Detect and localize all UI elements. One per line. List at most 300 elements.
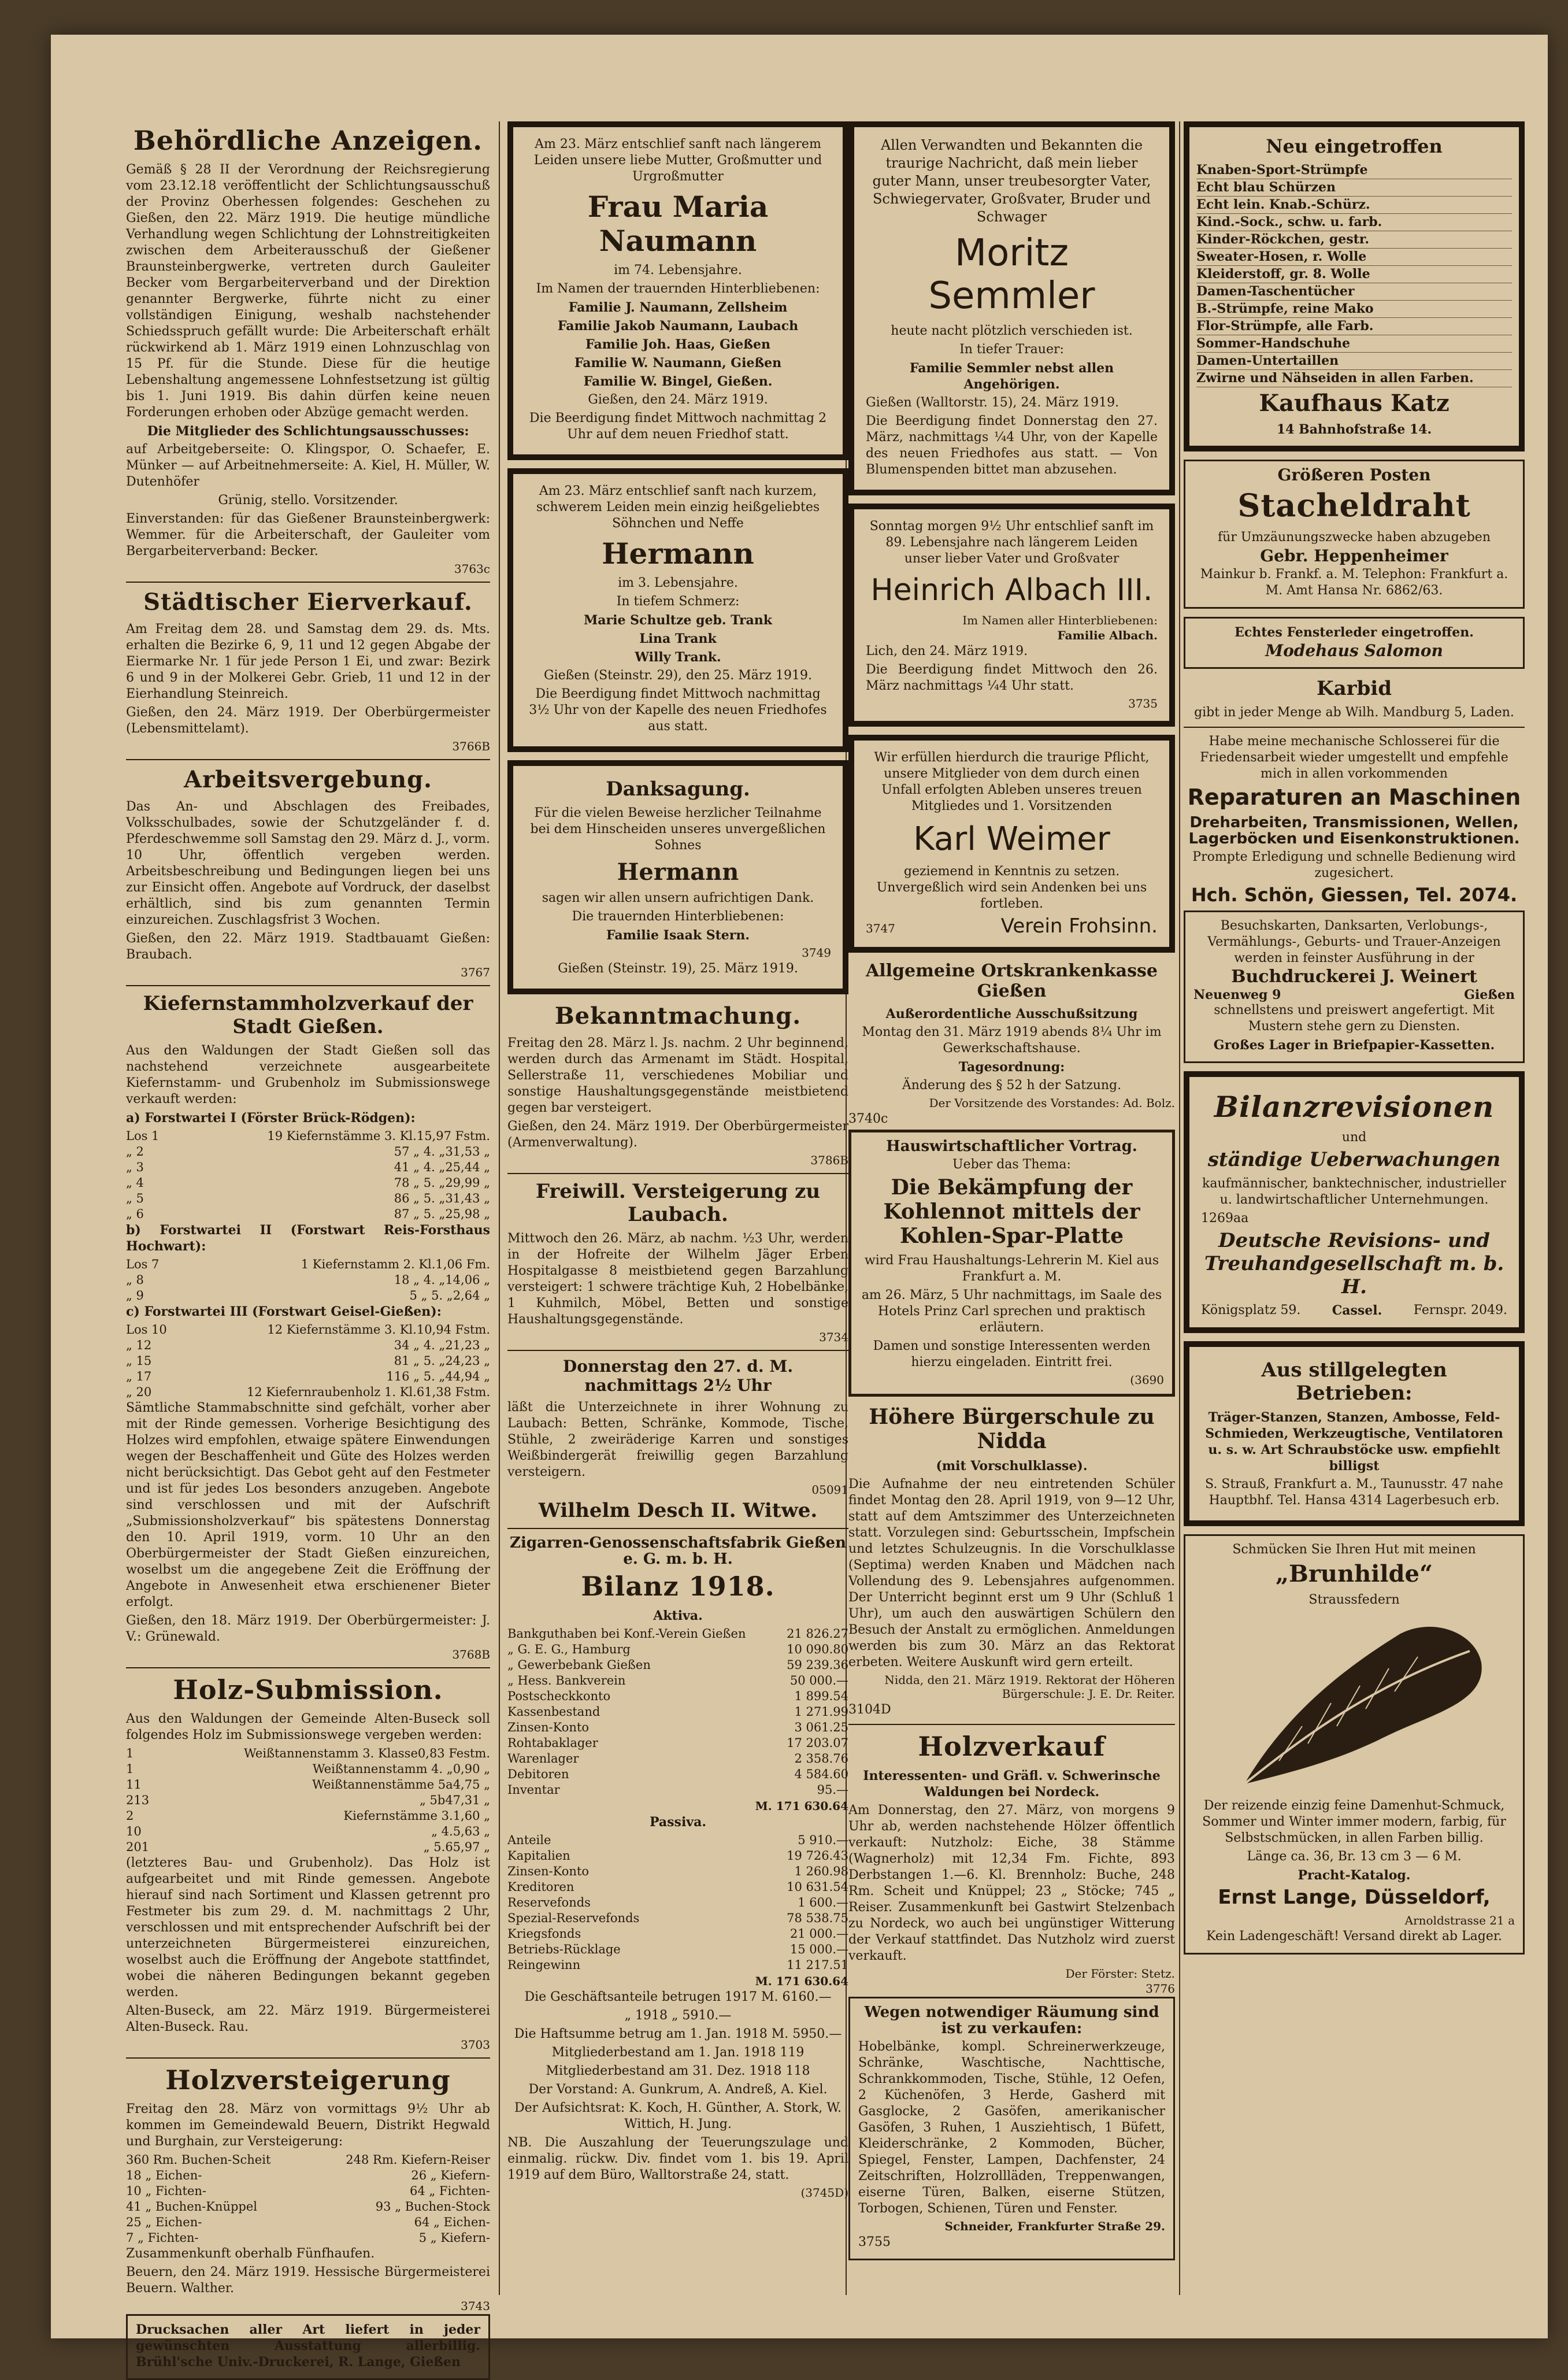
bilanz-row <box>507 1848 848 1864</box>
ad-items: Dreharbeiten, Transmissionen, Wellen, Lagerböcken und Eisenkonstruktionen. <box>1188 814 1520 847</box>
lot-row <box>126 1385 490 1400</box>
bilanz-row-cell: Spezial-Reservefonds <box>507 1911 640 1925</box>
lot-row-cell: 26 „ Kiefern- <box>411 2168 490 2182</box>
mourner-name: Marie Schultze geb. Trank <box>583 613 773 628</box>
bilanz-row <box>507 1751 848 1767</box>
lot-row-cell: „ 3 <box>126 1160 144 1174</box>
obituary-date: Lich, den 24. März 1919. <box>866 644 1028 658</box>
obituary-date: Gießen, den 24. März 1919. <box>588 393 768 407</box>
bilanz-row <box>507 1895 848 1911</box>
bilanz-row-cell: Kapitalien <box>507 1849 570 1863</box>
bilanz-row-cell: 1 271.99 <box>794 1705 848 1719</box>
notice-sign: Gießen, den 24. März 1919. Der Oberbürgermeister (Armenverwaltung). <box>507 1119 848 1150</box>
versteigerung-laubach <box>507 1180 848 1344</box>
bilanz-row-cell: Warenlager <box>507 1752 579 1765</box>
bilanz-note: „ 1918 „ 5910.— <box>624 2008 732 2023</box>
meeting-title: Außerordentliche Ausschußsitzung <box>885 1006 1138 1021</box>
ad-title: „Brunhilde“ <box>1276 1560 1433 1587</box>
holzverkauf-nordeck <box>848 1731 1175 1996</box>
bilanz-row <box>507 1657 848 1673</box>
lot-row <box>126 1793 490 1808</box>
bilanz-row-cell: 17 203.07 <box>787 1736 848 1750</box>
lot-row-cell: 2 <box>126 1809 134 1823</box>
bilanz-nb: NB. Die Auszahlung der Teuerungszulage und einmalig. rückw. Div. findet vom 1. bis 19. April 1919 auf dem Büro, Walltorstraße 24, statt. <box>507 2135 848 2182</box>
section-title: Bilanz 1918. <box>581 1571 775 1602</box>
ostrich-feather-icon <box>1193 1611 1515 1796</box>
arbeitsvergebung <box>126 766 490 979</box>
lot-row-cell: 1,60 „ <box>453 1809 490 1823</box>
bilanz-row-cell: „ G. E. G., Hamburg <box>507 1642 631 1656</box>
notice-sign: Gießen, den 22. März 1919. Stadtbauamt Gießen: Braubach. <box>126 931 490 962</box>
lot-row-cell: „ 8 <box>126 1273 144 1287</box>
forest-section: a) Forstwartei I (Förster Brück-Rödgen): <box>126 1111 416 1126</box>
fensterleder-ad <box>1184 617 1525 669</box>
bilanz-row <box>507 1833 848 1848</box>
notice-body: Am Donnerstag, den 27. März, von morgens 9 Uhr ab, werden nachstehende Hölzer öffentlich verkauft: Nutzholz: Eiche, 38 Stämme (Wagnerholz) mit 12,34 Fm. Fichte, 893 Derbstangen 1.—6. Kl. Brennholz: Buche, 248 Rm. Scheit und Knüppel; 23 „ Stöcke; 745 „ Reiser. Zusammenkunft bei Gastwirt Stelzenbach zu Nordeck, wo auch bei ungünstiger Witterung der Verkauf stattfindet. Das Nutzholz wird zuerst verkauft. <box>848 1803 1175 1963</box>
bilanz-row <box>507 1957 848 1973</box>
aktiva-table <box>507 1626 848 1798</box>
kaufhaus-katz-ad <box>1184 121 1525 451</box>
forest-section: c) Forstwartei III (Forstwart Geisel-Gießen): <box>126 1304 442 1319</box>
bilanz-row-cell: „ Hess. Bankverein <box>507 1674 626 1687</box>
bilanz-row <box>507 1704 848 1720</box>
lot-row-cell: 81 „ 5. „ <box>394 1354 446 1368</box>
lot-row-cell: Kiefernstämme 3. <box>343 1809 453 1823</box>
notice-body: Zusammenkunft oberhalb Fünfhaufen. <box>126 2246 375 2261</box>
bilanz-row-cell: 21 826.27 <box>787 1627 848 1641</box>
lot-row <box>126 1839 490 1855</box>
bilanz-note: Die Haftsumme betrug am 1. Jan. 1918 M. 5950.— <box>514 2027 842 2041</box>
lot-row-cell: 25 „ Eichen- <box>126 2215 202 2229</box>
ad-sub: Straussfedern <box>1308 1593 1400 1607</box>
schule-nidda <box>848 1405 1175 1718</box>
notice-sign: Wilhelm Desch II. Witwe. <box>538 1499 818 1522</box>
lot-row-cell: 31,53 „ <box>445 1145 490 1158</box>
agenda-item: Änderung des § 52 h der Satzung. <box>902 1078 1122 1093</box>
section-title: Freiwill. Versteigerung zu Laubach. <box>535 1180 821 1226</box>
mourner-name: Willy Trank. <box>635 650 721 665</box>
section-title: Allgemeine Ortskrankenkasse Gießen <box>865 961 1158 1001</box>
bilanz-row-cell: 10 631.54 <box>787 1880 848 1894</box>
product-item: Kind.-Sock., schw. u. farb. <box>1196 214 1512 231</box>
bilanz-row <box>507 1864 848 1879</box>
firm-name: Buchdruckerei J. Weinert <box>1231 967 1477 987</box>
lot-row-cell: 12 Kiefernraubenholz 1. Kl. <box>246 1385 417 1399</box>
ad-body: Der reizende einzig feine Damenhut-Schmuck, Sommer und Winter immer modern, farbig, für Selbstschmücken, in allen Farben billig. <box>1202 1798 1506 1845</box>
section-title: Städtischer Eierverkauf. <box>143 588 473 616</box>
lot-row-cell: Weißtannenstämme 5a <box>312 1778 453 1792</box>
obituary-date: Gießen (Walltorstr. 15), 24. März 1919. <box>866 395 1120 410</box>
dank-family: Familie Isaak Stern. <box>606 928 750 943</box>
ad-promise: Prompte Erledigung und schnelle Bedienung wird zugesichert. <box>1192 850 1516 880</box>
bilanz-row-cell: 1 600.— <box>798 1896 848 1909</box>
lot-row-cell: 1 Kiefernstamm 2. Kl. <box>301 1257 436 1271</box>
obituary-name: Karl Weimer <box>913 820 1110 858</box>
bilanz-row-cell: „ Gewerbebank Gießen <box>507 1658 651 1672</box>
firm-address: Mainkur b. Frankf. a. M. Telephon: Frankfurt a. M. Amt Hansa Nr. 6862/63. <box>1200 567 1508 598</box>
lot-row-cell: „ 4. <box>431 1824 453 1838</box>
lot-row-cell: 86 „ 5. „ <box>394 1191 446 1205</box>
firm-address: S. Strauß, Frankfurt a. M., Taunusstr. 47 nahe Hauptbhf. Tel. Hansa 4314 Lagerbesuch erb. <box>1205 1477 1503 1508</box>
obituary-intro: Am 23. März entschlief sanft nach kurzem, schwerem Leiden mein einzig heißgeliebtes Söhnchen und Neffe <box>536 484 820 531</box>
lot-row-cell: 1 <box>126 1762 134 1776</box>
bilanz-row <box>507 1720 848 1735</box>
lot-row <box>126 1322 490 1338</box>
lot-row-cell: 78 „ 5. „ <box>394 1176 446 1190</box>
lot-row-cell: Los 10 <box>126 1323 167 1337</box>
bilanz-row-cell: 5 910.— <box>798 1833 848 1847</box>
bilanz-row <box>507 1767 848 1782</box>
ad-body: gibt in jeder Menge ab Wilh. Mandburg 5, Laden. <box>1194 705 1514 720</box>
aktiva-heading: Aktiva. <box>653 1608 703 1623</box>
bilanz-row <box>507 1735 848 1751</box>
firm-address: Königsplatz 59. <box>1201 1303 1301 1317</box>
lot-row-cell: 87 „ 5. „ <box>394 1207 446 1221</box>
notice-sign: Gießen, den 24. März 1919. Der Oberbürgermeister (Lebensmittelamt). <box>126 705 490 736</box>
column-2 <box>507 121 848 2295</box>
lot-row <box>126 1191 490 1206</box>
ad-und: und <box>1341 1130 1367 1145</box>
lot-row-cell: 31,43 „ <box>445 1191 490 1205</box>
lot-row-cell: „ 20 <box>126 1385 152 1399</box>
section-sub: Interessenten- und Gräfl. v. Schwerinsche Waldungen bei Nordeck. <box>863 1768 1161 1800</box>
lot-row <box>126 1777 490 1793</box>
weinert-ad <box>1184 910 1525 1063</box>
notice-sign: Alten-Buseck, am 22. März 1919. Bürgermeisterei Alten-Buseck. Rau. <box>126 2004 490 2034</box>
holz-submission <box>126 1674 490 2052</box>
lot-row-cell: „ 4 <box>126 1176 144 1190</box>
agreement-text: Einverstanden: für das Gießener Braunsteinbergwerk: Wemmer. für die Arbeiterschaft, der Gauleiter vom Bergarbeiterverband: Becker. <box>126 512 490 558</box>
bilanz-row-cell: Kriegsfonds <box>507 1927 581 1941</box>
notice-body: läßt die Unterzeichnete in ihrer Wohnung zu Laubach: Betten, Schränke, Kommode, Tische, Stühle, 2 zweiräderige Karren und sonstiges Weißbindergerät freiwillig gegen Barzahlung versteigern. <box>507 1400 848 1479</box>
ad-body: kaufmännischer, banktechnischer, industrieller u. landwirtschaftlicher Unternehmungen. <box>1202 1176 1506 1207</box>
lot-row <box>126 2215 490 2230</box>
ad-title: Echtes Fensterleder eingetroffen. <box>1235 625 1474 640</box>
product-item: Kleiderstoff, gr. 8. Wolle <box>1196 266 1512 283</box>
lot-row-cell: 18 „ Eichen- <box>126 2168 202 2182</box>
newspaper-page <box>51 35 1548 2370</box>
ad-number: (3745D) <box>800 2186 848 2200</box>
section-title: Danksagung. <box>606 778 750 801</box>
lot-row <box>126 2199 490 2215</box>
lot-row-cell: Los 7 <box>126 1257 160 1271</box>
bilanz-row-cell: Debitoren <box>507 1767 569 1781</box>
members-heading: Die Mitglieder des Schlichtungsausschusses: <box>147 424 469 439</box>
lecture-topic: Die Bekämpfung der Kohlennot mittels der Kohlen-Spar-Platte <box>883 1175 1140 1248</box>
ad-number: 3740c <box>848 1112 888 1126</box>
lot-row-cell: Weißtannenstamm 4. „ <box>312 1762 453 1776</box>
bilanz-row-cell: Betriebs-Rücklage <box>507 1942 621 1956</box>
lot-row <box>126 2183 490 2199</box>
dank-name: Hermann <box>617 858 739 886</box>
lot-row-cell: 0,90 „ <box>453 1762 490 1776</box>
lot-row <box>126 1206 490 1222</box>
lot-row-cell: 213 <box>126 1793 150 1807</box>
lot-row-cell: 12 Kiefernstämme 3. Kl. <box>267 1323 417 1337</box>
lot-row-cell: 4,75 „ <box>453 1778 490 1792</box>
lot-row-cell: 15,97 Fstm. <box>416 1129 490 1143</box>
lot-row-cell: 1,06 Fm. <box>435 1257 490 1271</box>
bilanz-row <box>507 1626 848 1642</box>
bilanz-row-cell: 11 217.51 <box>787 1958 848 1972</box>
bilanz-row-cell: 15 000.— <box>789 1942 848 1956</box>
bilanz-note: Mitgliederbestand am 1. Jan. 1918 119 <box>551 2045 805 2060</box>
product-list <box>1196 162 1512 387</box>
obituary-date: Gießen (Steinstr. 29), den 25. März 1919. <box>544 668 812 683</box>
ad-title: Karbid <box>1317 677 1392 700</box>
lecture-sub: Ueber das Thema: <box>952 1157 1071 1172</box>
firm-address: Arnoldstrasse 21 a <box>1404 1913 1515 1927</box>
ad-number: 3768B <box>452 1648 490 1661</box>
obituary-burial: Die Beerdigung findet Mittwoch nachmittag 2 Uhr auf dem neuen Friedhof statt. <box>529 411 827 442</box>
ad-number: 3763c <box>454 562 490 576</box>
product-item: Sommer-Handschuhe <box>1196 335 1512 353</box>
lot-row <box>126 1369 490 1385</box>
bilanz-row-cell: 4 584.60 <box>794 1767 848 1781</box>
lot-row-cell: 64 „ Eichen- <box>414 2215 490 2229</box>
notice-body: Aus den Waldungen der Stadt Gießen soll das nachstehend verzeichnete ausgearbeitete Kiefernstamm- und Grubenholz im Submissionswege verkauft werden: <box>126 1043 490 1106</box>
firm-phone: Fernspr. 2049. <box>1413 1303 1507 1317</box>
obituary-age: im 74. Lebensjahre. <box>614 263 742 277</box>
product-item: Knaben-Sport-Strümpfe <box>1196 162 1512 179</box>
ad-number: (3690 <box>1130 1373 1164 1387</box>
obituary-albach <box>848 504 1175 727</box>
mourners-list <box>525 299 831 390</box>
bilanz-row-cell: Reingewinn <box>507 1958 581 1972</box>
ad-top: Größeren Posten <box>1277 465 1431 484</box>
section-title: Holzversteigerung <box>165 2064 451 2096</box>
lot-row <box>126 1824 490 1839</box>
lot-row-cell: 248 Rm. Kiefern-Reiser <box>346 2153 490 2167</box>
bilanz-row-cell: 50 000.— <box>789 1674 848 1687</box>
passiva-sum: M. 171 630.64 <box>755 1974 848 1988</box>
firm-address: Neuenweg 9 <box>1193 987 1281 1002</box>
ad-line: schnellstens und preiswert angefertigt. Mit Mustern stehe gern zu Diensten. <box>1214 1003 1495 1034</box>
danksagung <box>507 760 848 994</box>
section-title: Behördliche Anzeigen. <box>133 125 483 156</box>
bilanz-row-cell: 78 538.75 <box>787 1911 848 1925</box>
section-title: Donnerstag den 27. d. M. nachmittags 2½ Uhr <box>562 1357 794 1395</box>
notice-sign: Der Förster: Stetz. <box>1065 1967 1175 1981</box>
product-item: B.-Strümpfe, reine Mako <box>1196 301 1512 318</box>
ad-number: 3743 <box>461 2299 490 2313</box>
ad-number: 05091 <box>811 1483 848 1497</box>
members-list: auf Arbeitgeberseite: O. Klingspor, O. Schaefer, E. Münker — auf Arbeitnehmerseite: A. Kiel, H. Müller, W. Dutenhöfer <box>126 442 490 489</box>
bilanz-row-cell: Zinsen-Konto <box>507 1864 590 1878</box>
ad-catalog: Pracht-Katalog. <box>1298 1868 1411 1883</box>
lot-row <box>126 1128 490 1144</box>
notice-sign: Beuern, den 24. März 1919. Hessische Bürgermeisterei Beuern. Walther. <box>126 2265 490 2296</box>
chair-name: Grünig, stello. Vorsitzender. <box>218 493 398 508</box>
obituary-name: Hermann <box>602 536 754 571</box>
lot-row-cell: 29,99 „ <box>445 1176 490 1190</box>
mourners-list <box>525 612 831 665</box>
notice-body: Gemäß § 28 II der Verordnung der Reichsregierung vom 23.12.18 veröffentlicht der Schlichtungsausschuß der Provinz Oberhessen folgendes: Geschehen zu Gießen, den 22. März 1919. Die heutige mündliche Verhandlung wegen Schlichtung der Lohnstreitigkeiten zwischen dem Arbeiterausschuß der Gießener Braunsteinbergwerke, vertreten durch Gauleiter Becker vom Bergarbeiterverband und der Direktion genannter Bergwerke, führte nicht zu einer vollständigen Einigung, weshalb nachstehender Schiedsspruch gefällt wurde: Die Arbeiterschaft erhält rückwirkend ab 1. März 1919 einen Lohnzuschlag von 15 Pf. für die Stunde. Diese für die heutige Lebenshaltung angemessene Lohnfestsetzung ist gültig bis 1. Juni 1919. Bis dahin dürfen keine neuen Forderungen erhoben oder Abzüge gemacht werden. <box>126 162 490 420</box>
firm-name: Ernst Lange, Düsseldorf, <box>1218 1886 1491 1909</box>
bilanz-row <box>507 1879 848 1895</box>
lot-row-cell: 5 „ 5. „ <box>409 1289 453 1302</box>
lot-list <box>126 1257 490 1304</box>
notice-body: Am Freitag dem 28. und Samstag dem 29. ds. Mts. erhalten die Bezirke 6, 9, 11 und 12 gegen Abgabe der Eiermarke Nr. 1 für jede Person 1 Ei, und zwar: Bezirk 6 und 9 in der Molkerei Gebr. Grieb, 11 und 12 in der Eierhandlung Steinreich. <box>126 622 490 701</box>
raeumung-ad <box>848 1997 1175 2260</box>
kiefernverkauf <box>126 992 490 1661</box>
bilanz-row-cell: Anteile <box>507 1833 551 1847</box>
lot-row <box>126 1288 490 1304</box>
lot-row-cell: 2,64 „ <box>453 1289 490 1302</box>
vorstand: Der Vorstand: A. Gunkrum, A. Andreß, A. Kiel. <box>528 2082 828 2097</box>
eierverkauf <box>126 588 490 753</box>
lot-row-cell: „ 5b <box>419 1793 446 1807</box>
lot-row-cell: 41 „ Buchen-Knüppel <box>126 2200 258 2214</box>
lot-row-cell: „ 9 <box>126 1289 144 1302</box>
ad-number: 3776 <box>1146 1982 1175 1996</box>
obituary-naumann <box>507 121 848 460</box>
obituary-burial: Die Beerdigung findet Mittwoch nachmittag 3½ Uhr von der Kapelle des neuen Friedhofes aus statt. <box>529 687 827 734</box>
lot-row-cell: 34 „ 4. „ <box>394 1338 446 1352</box>
lot-row-cell: 7 „ Fichten- <box>126 2231 199 2245</box>
vortrag-ad <box>848 1130 1175 1397</box>
lot-row-cell: Weißtannenstamm 3. Klasse <box>244 1746 418 1760</box>
ad-title: Wegen notwendiger Räumung sind ist zu verkaufen: <box>864 2004 1159 2037</box>
shop-address: 14 Bahnhofstraße 14. <box>1276 422 1432 437</box>
lot-row <box>126 1257 490 1272</box>
meeting-time: Montag den 31. März 1919 abends 8¼ Uhr im Gewerkschaftshause. <box>862 1025 1162 1056</box>
bilanz-row <box>507 1673 848 1689</box>
notice-body: (letzteres Bau- und Grubenholz). Das Holz ist aufgearbeitet und mit Rinde gemessen. Angebote hierauf sind nach Sortiment und Klassen getrennt pro Festmeter bis zum 29. d. M. nachmittags 2 Uhr, verschlossen und mit entsprechender Aufschrift bei der unterzeichneten Bürgermeisterei einzureichen, woselbst auch die Eröffnung der Angebote stattfindet, wobei die näheren Bedingungen bekannt gegeben werden. <box>126 1856 490 2000</box>
ad-items: Besuchskarten, Danksarten, Verlobungs-, Vermählungs-, Geburts- und Trauer-Anzeigen werden in feinster Ausführung in der <box>1207 919 1501 965</box>
obituary-burial: Die Beerdigung findet Mittwoch den 26. März nachmittags ¼4 Uhr statt. <box>866 662 1158 693</box>
ad-body: Hobelbänke, kompl. Schreinerwerkzeuge, Schränke, Waschtische, Nachttische, Schrankkommoden, Tische, Stühle, 12 Oefen, 2 Küchenöfen, 3 Herde, Gasherd mit Gasglocke, 2 Gasöfen, amerikanischer Gasöfen, 3 Ruhen, 1 Ausziehtisch, 1 Büfett, Kleiderschränke, 2 Kommoden, Bücher, Spiegel, Fenster, Lampen, Dachfenster, 24 Zeitschriften, Holzrollläden, Treppenwangen, eiserne Türen, Balken, eiserne Stützen, Torbogen, Schienen, Türen und Fenster. <box>858 2040 1165 2216</box>
lot-list <box>126 1746 490 1855</box>
obituary-intro: Sonntag morgen 9½ Uhr entschlief sanft im 89. Lebensjahre nach längerem Leiden unser lieber Vater und Großvater <box>869 519 1154 566</box>
ad-number: 3786B <box>810 1153 848 1167</box>
bilanz-row-cell: 19 726.43 <box>787 1849 848 1863</box>
section-title: Kiefernstammholzverkauf der Stadt Gießen. <box>143 992 473 1038</box>
ad-sign: Hch. Schön, Giessen, Tel. 2074. <box>1191 884 1518 906</box>
lot-row-cell: 44,94 „ <box>445 1369 490 1383</box>
bilanz-row-cell: 21 000.— <box>789 1927 848 1941</box>
bekanntmachung <box>507 1002 848 1167</box>
lot-row-cell: „ 12 <box>126 1338 152 1352</box>
column-rule <box>499 121 500 2295</box>
column-1 <box>126 121 490 2370</box>
obituary-text: heute nacht plötzlich verschieden ist. <box>891 324 1133 338</box>
lot-row-cell: 360 Rm. Buchen-Scheit <box>126 2153 271 2167</box>
lot-row-cell: 10,94 Fstm. <box>416 1323 490 1337</box>
shop-name: Modehaus Salomon <box>1265 641 1443 660</box>
lecture-title: Hauswirtschaftlicher Vortrag. <box>886 1138 1137 1155</box>
product-item: Damen-Untertaillen <box>1196 353 1512 370</box>
ad-sub: ständige Ueberwachungen <box>1207 1148 1501 1171</box>
mourner-family: Familie Jakob Naumann, Laubach <box>557 319 799 334</box>
lot-row-cell: „ 5 <box>126 1191 144 1205</box>
lot-row-cell: 93 „ Buchen-Stock <box>375 2200 490 2214</box>
bilanz-row <box>507 1782 848 1798</box>
notice-body: Das An- und Abschlagen des Freibades, Volksschulbades, sowie der Schutzgeländer f. d. Pferdeschwemme soll Samstag den 29. März d. J., vorm. 10 Uhr, öffentlich vergeben werden. Arbeitsbeschreibung und Bedingungen liegen bei uns zur Einsicht offen. Angebote auf Vordruck, der daselbst erhältlich, sind bis zum genannten Termin einzureichen. Zuschlagsfrist 3 Wochen. <box>126 799 490 927</box>
bilanz-row-cell: 95.— <box>817 1783 848 1797</box>
notice-body: Aus den Waldungen der Gemeinde Alten-Buseck soll folgendes Holz im Submissionswege vergeben werden: <box>126 1712 490 1742</box>
lot-list <box>126 1128 490 1222</box>
obituary-family: Familie Albach. <box>1057 628 1158 642</box>
ad-number: 3104D <box>848 1702 891 1717</box>
lot-row <box>126 2152 490 2168</box>
bilanz-row <box>507 1642 848 1657</box>
ad-sub: für Umzäunungszwecke haben abzugeben <box>1218 530 1491 545</box>
notice-body: Die Aufnahme der neu eintretenden Schüler findet Montag den 28. April 1919, von 9—12 Uhr, statt auf dem Amtszimmer des Unterzeichneten statt. Vorzulegen sind: Geburtsschein, Impfschein und letztes Schulzeugnis. In die Vorschulklasse (Septima) werden Knaben und Mädchen nach Vollendung des 9. Lebensjahres aufgenommen. Der Unterricht beginnt erst um 9 Uhr (Schluß 1 Uhr), um auch den auswärtigen Schülern den Besuch der Anstalt zu ermöglichen. Anmeldungen werden bis zum 30. März an das Rektorat erbeten. Weitere Auskunft wird gern erteilt. <box>848 1477 1175 1670</box>
bilanz-row-cell: 10 090.80 <box>787 1642 848 1656</box>
notice-sign: Der Vorsitzende des Vorstandes: Ad. Bolz. <box>929 1096 1175 1110</box>
bilanz-row-cell: 59 239.36 <box>787 1658 848 1672</box>
lot-row-cell: 116 „ 5. „ <box>386 1369 446 1383</box>
bilanz-row-cell: Kreditoren <box>507 1880 574 1894</box>
column-3 <box>848 121 1175 2295</box>
obituary-burial: Die Beerdigung findet Donnerstag den 27. März, nachmittags ¼4 Uhr, von der Kapelle des neuen Friedhofes aus statt. — Von Blumenspenden bittet man abzusehen. <box>866 414 1158 477</box>
ad-top: Schmücken Sie Ihren Hut mit meinen <box>1232 1542 1476 1557</box>
notice-sign: Gießen, den 18. März 1919. Der Oberbürgermeister: J. V.: Grünewald. <box>126 1613 490 1644</box>
karbid-ad <box>1184 677 1525 721</box>
lot-row <box>126 1808 490 1824</box>
lot-row <box>126 2168 490 2183</box>
bilanz-row <box>507 1911 848 1926</box>
bilanz-row-cell: Bankguthaben bei Konf.-Verein Gießen <box>507 1627 746 1641</box>
ad-intro: Habe meine mechanische Schlosserei für die Friedensarbeit wieder umgestellt und empfehle mich in allen vorkommenden <box>1200 734 1508 781</box>
lot-row <box>126 1746 490 1761</box>
lot-list <box>126 2152 490 2246</box>
ad-title: Neu eingetroffen <box>1266 135 1443 157</box>
ad-number: 3755 <box>858 2235 891 2249</box>
section-title: Höhere Bürgerschule zu Nidda <box>869 1405 1155 1453</box>
lot-list <box>126 1322 490 1400</box>
ad-number: 3747 <box>866 921 895 935</box>
notice-body: Mittwoch den 26. März, ab nachm. ½3 Uhr, werden in der Hofreite der Wilhelm Jäger Erben Hospitalgasse 8 meistbietend gegen Barzahlung versteigert: 1 schwere trächtige Kuh, 2 Hobelbänke, 1 Kuhmilch, Möbel, Betten und sonstige Haushaltungsgegenstände. <box>507 1231 848 1327</box>
lecture-time: am 26. März, 5 Uhr nachmittags, im Saale des Hotels Prinz Carl sprechen und praktisch erläutern. <box>861 1288 1162 1335</box>
product-item: Echt lein. Knab.-Schürz. <box>1196 197 1512 214</box>
lot-row-cell: „ 5. <box>423 1840 446 1854</box>
lot-row-cell: 18 „ 4. „ <box>394 1273 446 1287</box>
lot-row-cell: 25,44 „ <box>445 1160 490 1174</box>
passiva-heading: Passiva. <box>649 1815 707 1830</box>
club-name: Verein Frohsinn. <box>1000 915 1158 938</box>
ad-number: 3735 <box>1128 697 1158 710</box>
obituary-family: Familie Semmler nebst allen Angehörigen. <box>909 361 1114 392</box>
lot-row-cell: 201 <box>126 1840 150 1854</box>
lot-row-cell: Los 1 <box>126 1129 160 1143</box>
obituary-name: Frau Maria Naumann <box>587 190 769 258</box>
ad-title: Aus stillgelegten Betrieben: <box>1261 1359 1447 1405</box>
notice-sign: Nidda, den 21. März 1919. Rektorat der Höheren Bürgerschule: J. E. Dr. Reiter. <box>884 1673 1175 1701</box>
product-item: Damen-Taschentücher <box>1196 283 1512 301</box>
lot-row-cell: 65,97 „ <box>445 1840 490 1854</box>
ad-number: 3749 <box>802 946 831 960</box>
drucksachen-ad <box>126 2314 490 2380</box>
lot-row-cell: 5,63 „ <box>453 1824 490 1838</box>
forest-section: b) Forstwartei II (Forstwart Reis-Forsthaus Hochwart): <box>126 1223 490 1254</box>
lot-row-cell: 47,31 „ <box>445 1793 490 1807</box>
ad-number: 3734 <box>819 1330 848 1344</box>
obituary-mourners-heading: In tiefer Trauer: <box>959 342 1064 357</box>
obituary-intro: Am 23. März entschlief sanft nach längerem Leiden unsere liebe Mutter, Großmutter und Urgroßmutter <box>533 137 822 184</box>
ad-foot: Kein Ladengeschäft! Versand direkt ab Lager. <box>1206 1929 1502 1944</box>
lecture-invite: Damen und sonstige Interessenten werden hierzu eingeladen. Eintritt frei. <box>873 1339 1151 1369</box>
notice-body: Sämtliche Stammabschnitte sind gefchält, vorher aber mit der Rinde gemessen. Vorherige Besichtigung des Holzes wird empfohlen, etwaige spätere Einwendungen wegen der Beschaffenheit und Güte des Holzes werden nicht berücksichtigt. Das Gebot geht auf den Festmeter und ist für jedes Los besonders anzugeben. Angebote sind verschlossen und mit der Aufschrift „Submissionsholzverkauf“ bis spätestens Donnerstag den 10. April 1919, vorm. 10 Uhr an den Oberbürgermeister der Stadt Gießen einzureichen, woselbst um die angegebene Zeit die Eröffnung der Angebote in Anwesenheit etwa erschienener Bieter erfolgt. <box>126 1401 490 1609</box>
maschinen-ad <box>1184 734 1525 906</box>
lot-row-cell: 19 Kiefernstämme 3. Kl. <box>267 1129 417 1143</box>
versteigerung-desch <box>507 1357 848 1522</box>
bilanz-row-cell: Kassenbestand <box>507 1705 600 1719</box>
lot-row-cell: „ 17 <box>126 1369 152 1383</box>
passiva-table <box>507 1833 848 1973</box>
lot-row-cell: 1 <box>126 1746 134 1760</box>
